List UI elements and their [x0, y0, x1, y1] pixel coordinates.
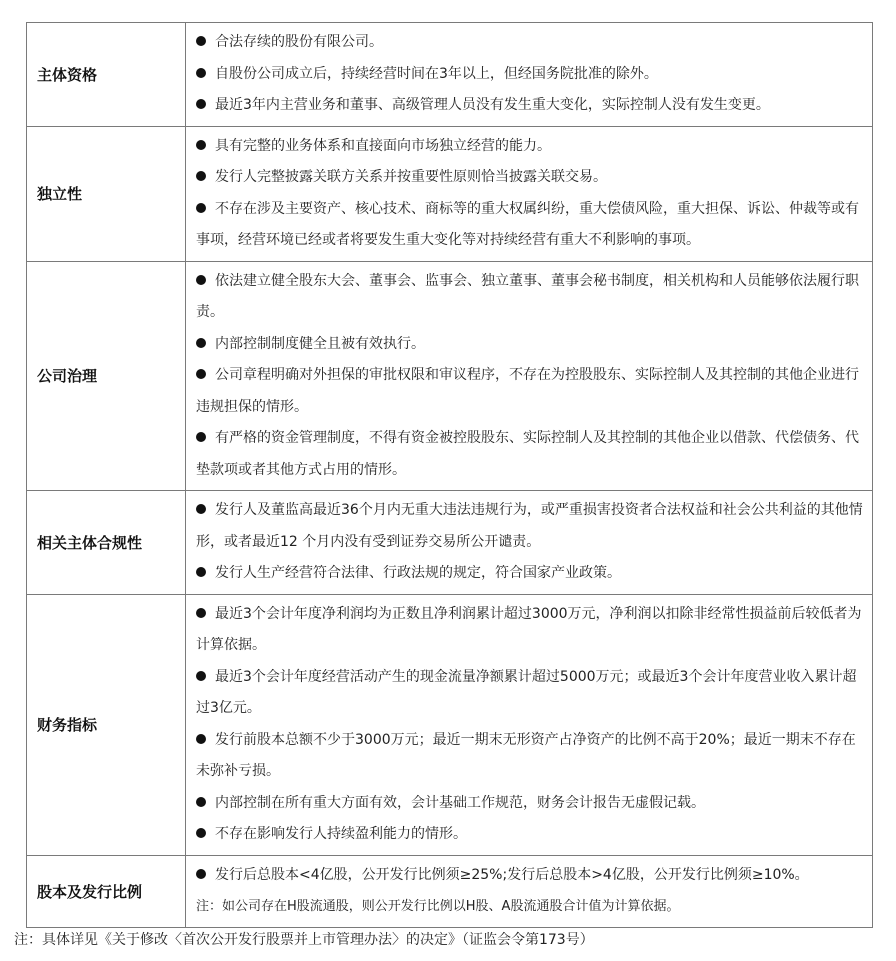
requirements-cell — [186, 491, 873, 595]
category-cell: 主体资格 — [27, 23, 186, 127]
category-cell: 独立性 — [27, 126, 186, 261]
requirement-item — [196, 599, 864, 662]
bullet-icon — [196, 36, 206, 46]
table-row — [27, 261, 873, 491]
bullet-icon — [196, 869, 206, 879]
row-note: 注：如公司存在H股流通股，则公开发行比例以H股、A股流通股合计值为计算依据。 — [196, 899, 680, 914]
footnote: 注：具体详见《关于修改〈首次公开发行股票并上市管理办法〉的决定》（证监会令第173号） — [14, 932, 594, 948]
requirements-table-body — [27, 23, 873, 928]
bullet-icon — [196, 797, 206, 807]
requirement-text: 合法存续的股份有限公司。 — [215, 34, 383, 50]
requirement-text: 内部控制在所有重大方面有效，会计基础工作规范，财务会计报告无虚假记载。 — [215, 794, 705, 811]
requirement-text: 自股份公司成立后，持续经营时间在3年以上，但经国务院批准的除外。 — [215, 65, 658, 82]
bullet-icon — [196, 828, 206, 838]
requirements-cell — [186, 594, 873, 855]
requirement-text: 内部控制制度健全且被有效执行。 — [215, 335, 425, 352]
requirement-text: 最近3年内主营业务和董事、高级管理人员没有发生重大变化，实际控制人没有发生变更。 — [215, 97, 770, 113]
table-row — [27, 491, 873, 595]
category-cell: 财务指标 — [27, 594, 186, 855]
requirement-item — [196, 558, 864, 590]
requirement-text: 依法建立健全股东大会、董事会、监事会、独立董事、董事会秘书制度，相关机构和人员能够依法履行职责。 — [196, 272, 859, 320]
table-row — [27, 594, 873, 855]
bullet-icon — [196, 369, 206, 379]
bullet-icon — [196, 171, 206, 181]
bullet-icon — [196, 99, 206, 109]
requirement-item — [196, 131, 864, 163]
requirement-item — [196, 360, 864, 423]
bullet-icon — [196, 68, 206, 78]
bullet-icon — [196, 671, 206, 681]
requirement-item — [196, 725, 864, 788]
requirement-item — [196, 27, 864, 59]
bullet-icon — [196, 432, 206, 442]
requirement-item — [196, 90, 864, 122]
requirement-text: 不存在涉及主要资产、核心技术、商标等的重大权属纠纷，重大偿债风险，重大担保、诉讼、仲裁等或有事项，经营环境已经或者将要发生重大变化等对持续经营有重大不利影响的事项。 — [196, 200, 859, 248]
requirement-item — [196, 860, 864, 892]
category-cell: 股本及发行比例 — [27, 855, 186, 927]
requirements-cell — [186, 261, 873, 491]
requirement-text: 发行人生产经营符合法律、行政法规的规定，符合国家产业政策。 — [215, 565, 621, 581]
listing-requirements-table — [26, 22, 873, 928]
requirement-item — [196, 423, 864, 486]
requirement-text: 具有完整的业务体系和直接面向市场独立经营的能力。 — [215, 137, 551, 154]
requirement-item — [196, 819, 864, 851]
bullet-icon — [196, 140, 206, 150]
category-cell: 公司治理 — [27, 261, 186, 491]
category-cell: 相关主体合规性 — [27, 491, 186, 595]
requirement-text: 最近3个会计年度经营活动产生的现金流量净额累计超过5000万元；或最近3个会计年度营业收入累计超过3亿元。 — [196, 668, 857, 716]
requirement-text: 有严格的资金管理制度，不得有资金被控股股东、实际控制人及其控制的其他企业以借款、代偿债务、代垫款项或者其他方式占用的情形。 — [196, 430, 859, 478]
requirement-item — [196, 194, 864, 257]
table-row — [27, 23, 873, 127]
requirement-text: 最近3个会计年度净利润均为正数且净利润累计超过3000万元，净利润以扣除非经常性损益前后较低者为计算依据。 — [196, 605, 862, 653]
requirement-text: 发行后总股本<4亿股，公开发行比例须≥25%;发行后总股本>4亿股，公开发行比例须≥10%。 — [215, 866, 809, 883]
bullet-icon — [196, 338, 206, 348]
requirement-item — [196, 495, 864, 558]
bullet-icon — [196, 734, 206, 744]
table-row — [27, 126, 873, 261]
requirements-cell — [186, 855, 873, 927]
requirement-text: 发行前股本总额不少于3000万元；最近一期末无形资产占净资产的比例不高于20%；最近一期末不存在未弥补亏损。 — [196, 731, 856, 779]
bullet-icon — [196, 203, 206, 213]
requirement-text: 公司章程明确对外担保的审批权限和审议程序，不存在为控股股东、实际控制人及其控制的其他企业进行违规担保的情形。 — [196, 367, 859, 415]
requirement-item — [196, 662, 864, 725]
bullet-icon — [196, 608, 206, 618]
requirement-text: 不存在影响发行人持续盈利能力的情形。 — [215, 826, 467, 842]
requirement-text: 发行人及董监高最近36个月内无重大违法违规行为，或严重损害投资者合法权益和社会公共利益的其他情形，或者最近12 个月内没有受到证券交易所公开谴责。 — [196, 502, 863, 550]
requirements-cell — [186, 126, 873, 261]
requirement-item — [196, 329, 864, 361]
requirement-item — [196, 788, 864, 820]
requirement-item — [196, 162, 864, 194]
bullet-icon — [196, 504, 206, 514]
bullet-icon — [196, 275, 206, 285]
bullet-icon — [196, 567, 206, 577]
requirement-item — [196, 59, 864, 91]
requirement-item — [196, 266, 864, 329]
table-row — [27, 855, 873, 927]
requirements-cell — [186, 23, 873, 127]
requirement-text: 发行人完整披露关联方关系并按重要性原则恰当披露关联交易。 — [215, 169, 607, 185]
